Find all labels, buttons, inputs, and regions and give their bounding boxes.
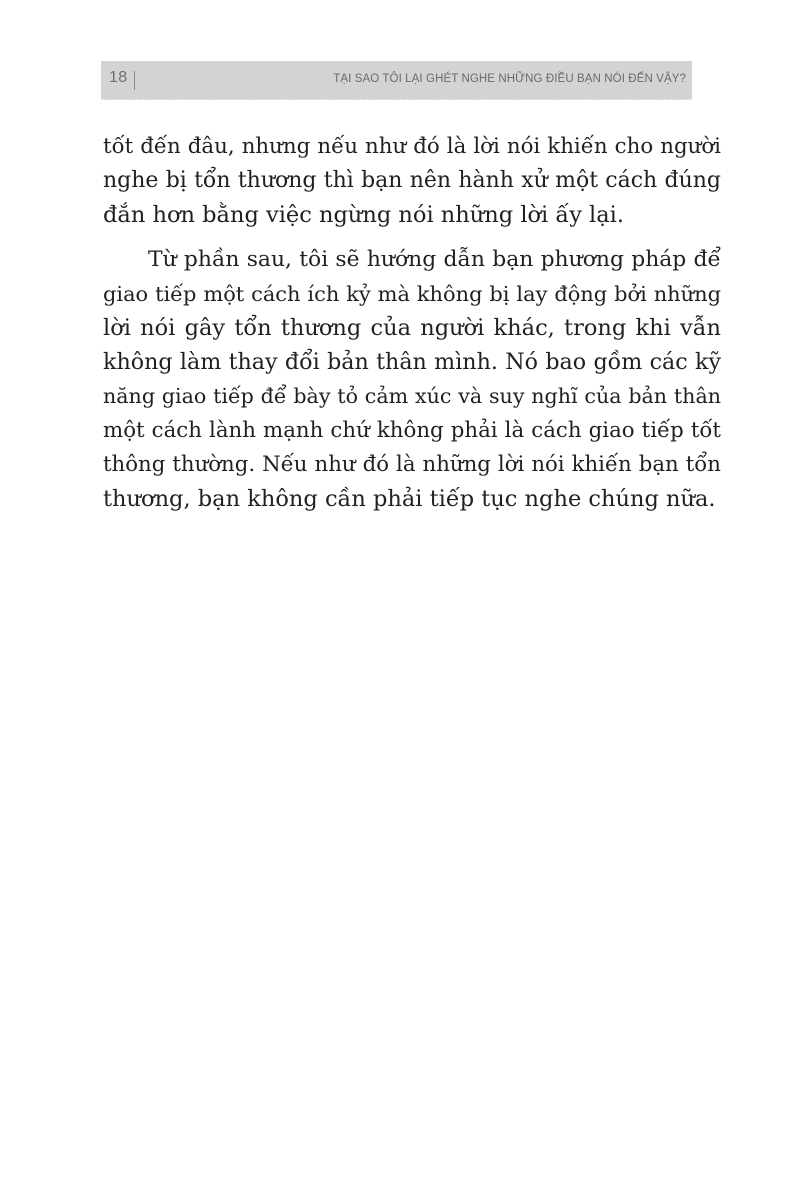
text-line: nghe bị tổn thương thì bạn nên hành xử một cách đúng	[103, 168, 721, 194]
text-line: giao tiếp một cách ích kỷ mà không bị lay động bởi những	[103, 281, 721, 306]
text-line: một cách lành mạnh chứ không phải là cách giao tiếp tốt	[103, 417, 721, 443]
running-header	[101, 61, 692, 100]
text-line: lời nói gây tổn thương của người khác, trong khi vẫn	[103, 315, 721, 342]
page-number: 18	[109, 69, 128, 86]
text-line: Từ phần sau, tôi sẽ hướng dẫn bạn phương pháp để	[148, 246, 721, 272]
text-line: không làm thay đổi bản thân mình. Nó bao gồm các kỹ	[103, 349, 721, 376]
text-line: tốt đến đâu, nhưng nếu như đó là lời nói khiến cho người	[103, 134, 721, 159]
chapter-title: TẠI SAO TÔI LẠI GHÉT NGHE NHỮNG ĐIỀU BẠN NÓI ĐẾN VẬY?	[333, 73, 686, 85]
text-line: thông thường. Nếu như đó là những lời nói khiến bạn tổn	[103, 451, 721, 477]
paragraph-2	[103, 243, 721, 517]
text-line: đắn hơn bằng việc ngừng nói những lời ấy lại.	[103, 202, 625, 229]
header-divider	[134, 71, 135, 90]
text-line: năng giao tiếp để bày tỏ cảm xúc và suy nghĩ của bản thân	[103, 384, 721, 409]
paragraph-1	[103, 130, 721, 233]
text-line: thương, bạn không cần phải tiếp tục nghe chúng nữa.	[103, 486, 716, 513]
body-text	[103, 130, 721, 516]
